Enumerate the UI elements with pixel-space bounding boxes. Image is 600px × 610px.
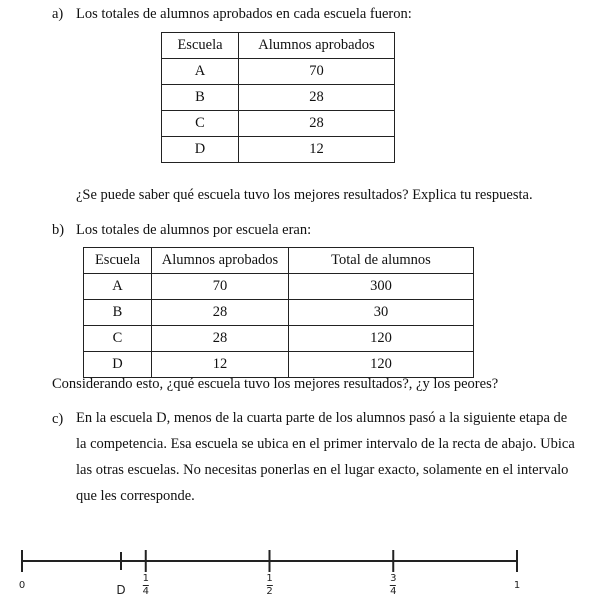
cell-total: 120 bbox=[289, 326, 474, 352]
section-a-question: ¿Se puede saber qué escuela tuvo los mejores resultados? Explica tu respuesta. bbox=[76, 187, 533, 203]
tick-label-fraction bbox=[266, 574, 272, 597]
fraction-denominator: 4 bbox=[390, 586, 397, 597]
section-b-marker: b) bbox=[52, 222, 65, 238]
header-alumnos-aprobados: Alumnos aprobados bbox=[152, 248, 289, 274]
header-total-alumnos: Total de alumnos bbox=[289, 248, 474, 274]
cell-escuela: B bbox=[162, 85, 239, 111]
cell-aprobados: 28 bbox=[152, 300, 289, 326]
section-a-marker: a) bbox=[52, 6, 64, 22]
header-escuela: Escuela bbox=[84, 248, 152, 274]
cell-escuela: C bbox=[162, 111, 239, 137]
cell-aprobados: 70 bbox=[239, 59, 395, 85]
section-c-line: la competencia. Esa escuela se ubica en el primer intervalo de la recta de abajo. Ubica bbox=[76, 436, 575, 452]
point-label-d: D bbox=[116, 583, 126, 597]
fraction bbox=[143, 574, 149, 597]
tick-label-fraction bbox=[390, 574, 396, 597]
tick-label-fraction bbox=[143, 574, 149, 597]
table-header-row bbox=[84, 248, 474, 274]
table-row bbox=[162, 137, 395, 163]
table-row bbox=[84, 300, 474, 326]
table-header-row bbox=[162, 33, 395, 59]
fraction bbox=[390, 574, 396, 597]
cell-aprobados: 28 bbox=[239, 85, 395, 111]
tick-label: 1 bbox=[513, 580, 521, 591]
cell-aprobados: 12 bbox=[239, 137, 395, 163]
cell-aprobados: 28 bbox=[152, 326, 289, 352]
tick-label: 0 bbox=[18, 580, 26, 591]
table-approved-students bbox=[161, 32, 395, 163]
section-b-question: Considerando esto, ¿qué escuela tuvo los mejores resultados?, ¿y los peores? bbox=[52, 376, 499, 392]
cell-total: 120 bbox=[289, 352, 474, 378]
cell-aprobados: 28 bbox=[239, 111, 395, 137]
fraction-denominator: 4 bbox=[142, 586, 149, 597]
fraction-denominator: 2 bbox=[266, 586, 273, 597]
cell-escuela: D bbox=[162, 137, 239, 163]
table-row bbox=[162, 59, 395, 85]
cell-escuela: A bbox=[84, 274, 152, 300]
number-line bbox=[0, 540, 600, 610]
table-total-students bbox=[83, 247, 474, 378]
section-c-line: que les corresponde. bbox=[76, 488, 195, 504]
cell-aprobados: 12 bbox=[152, 352, 289, 378]
header-alumnos-aprobados: Alumnos aprobados bbox=[239, 33, 395, 59]
table-row bbox=[84, 274, 474, 300]
fraction-numerator: 3 bbox=[390, 573, 397, 584]
cell-escuela: C bbox=[84, 326, 152, 352]
table-row bbox=[162, 85, 395, 111]
fraction bbox=[266, 574, 272, 597]
section-c-line: En la escuela D, menos de la cuarta parte de los alumnos pasó a la siguiente etapa de bbox=[76, 410, 568, 426]
section-c-marker: c) bbox=[52, 411, 64, 427]
fraction-numerator: 1 bbox=[142, 573, 149, 584]
table-row bbox=[84, 352, 474, 378]
cell-escuela: B bbox=[84, 300, 152, 326]
cell-total: 30 bbox=[289, 300, 474, 326]
cell-aprobados: 70 bbox=[152, 274, 289, 300]
header-escuela: Escuela bbox=[162, 33, 239, 59]
fraction-numerator: 1 bbox=[266, 573, 273, 584]
section-c-text bbox=[76, 405, 581, 509]
cell-escuela: A bbox=[162, 59, 239, 85]
table-row bbox=[162, 111, 395, 137]
table-row bbox=[84, 326, 474, 352]
section-c-line: las otras escuelas. No necesitas ponerlas en el lugar exacto, solamente en el intervalo bbox=[76, 462, 569, 478]
cell-total: 300 bbox=[289, 274, 474, 300]
cell-escuela: D bbox=[84, 352, 152, 378]
section-a-text: Los totales de alumnos aprobados en cada escuela fueron: bbox=[76, 6, 412, 22]
section-b-text: Los totales de alumnos por escuela eran: bbox=[76, 222, 312, 238]
